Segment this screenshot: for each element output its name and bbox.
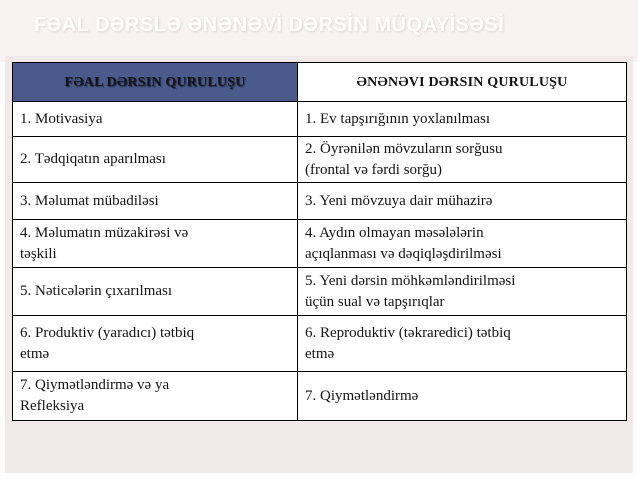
cell-line: 6. Reproduktiv (təkraredici) tətbiq: [305, 324, 511, 341]
header-traditional-lesson: ƏNƏNƏVI DƏRSIN QURULUŞU: [298, 63, 627, 102]
cell-line: 7. Qiymətləndirmə və ya: [20, 377, 170, 393]
active-stage-cell: [13, 316, 298, 372]
traditional-stage-cell: [298, 220, 627, 268]
table-header-row: [13, 63, 627, 102]
active-stage-cell: [13, 372, 298, 421]
cell-line: (frontal və fərdi sorğu): [305, 161, 443, 178]
traditional-stage-cell: [298, 316, 627, 372]
table-panel: [5, 56, 633, 473]
cell-line: 7. Qiymətləndirmə: [305, 387, 419, 404]
traditional-stage-cell: [298, 102, 627, 137]
table-row: [13, 137, 627, 183]
cell-line: təşkili: [20, 245, 57, 262]
cell-line: 5. Yeni dərsin möhkəmləndirilməsi: [305, 272, 516, 289]
traditional-stage-cell: [298, 372, 627, 421]
table-row: [13, 316, 627, 372]
table-row: [13, 102, 627, 137]
cell-line: 3. Yeni mövzuya dair mühazirə: [305, 192, 493, 209]
active-stage-cell: [13, 268, 298, 316]
cell-line: 2. Tədqiqatın aparılması: [20, 151, 166, 167]
cell-line: üçün sual və tapşırıqlar: [305, 293, 445, 310]
title-band: [0, 0, 638, 62]
cell-line: Refleksiya: [20, 398, 85, 414]
traditional-stage-cell: [298, 183, 627, 220]
active-stage-cell: [13, 137, 298, 183]
cell-line: 4. Məlumatın müzakirəsi və: [20, 224, 189, 241]
traditional-stage-cell: [298, 137, 627, 183]
cell-line: 1. Ev tapşırığının yoxlanılması: [305, 110, 490, 127]
table-row: [13, 183, 627, 220]
table-row: [13, 220, 627, 268]
cell-line: 2. Öyrənilən mövzuların sorğusu: [305, 140, 503, 157]
cell-line: 3. Məlumat mübadiləsi: [20, 192, 159, 209]
cell-line: 6. Produktiv (yaradıcı) tətbiq: [20, 324, 195, 341]
active-stage-cell: [13, 183, 298, 220]
active-stage-cell: [13, 102, 298, 137]
cell-line: etmə: [305, 345, 335, 362]
cell-line: 1. Motivasiya: [20, 110, 103, 127]
cell-line: 4. Aydın olmayan məsələlərin: [305, 224, 484, 241]
cell-line: açıqlanması və dəqiqləşdirilməsi: [305, 245, 502, 262]
table-row: [13, 372, 627, 421]
table-row: [13, 268, 627, 316]
cell-line: 5. Nəticələrin çıxarılması: [20, 283, 173, 299]
traditional-stage-cell: [298, 268, 627, 316]
comparison-table: [12, 62, 627, 421]
active-stage-cell: [13, 220, 298, 268]
header-active-lesson: FƏAL DƏRSIN QURULUŞU: [13, 63, 298, 102]
cell-line: etmə: [20, 345, 50, 362]
slide-title: FƏAL DƏRSLƏ ƏNƏNƏVİ DƏRSİN MÜQAYİSƏSİ: [34, 14, 505, 36]
